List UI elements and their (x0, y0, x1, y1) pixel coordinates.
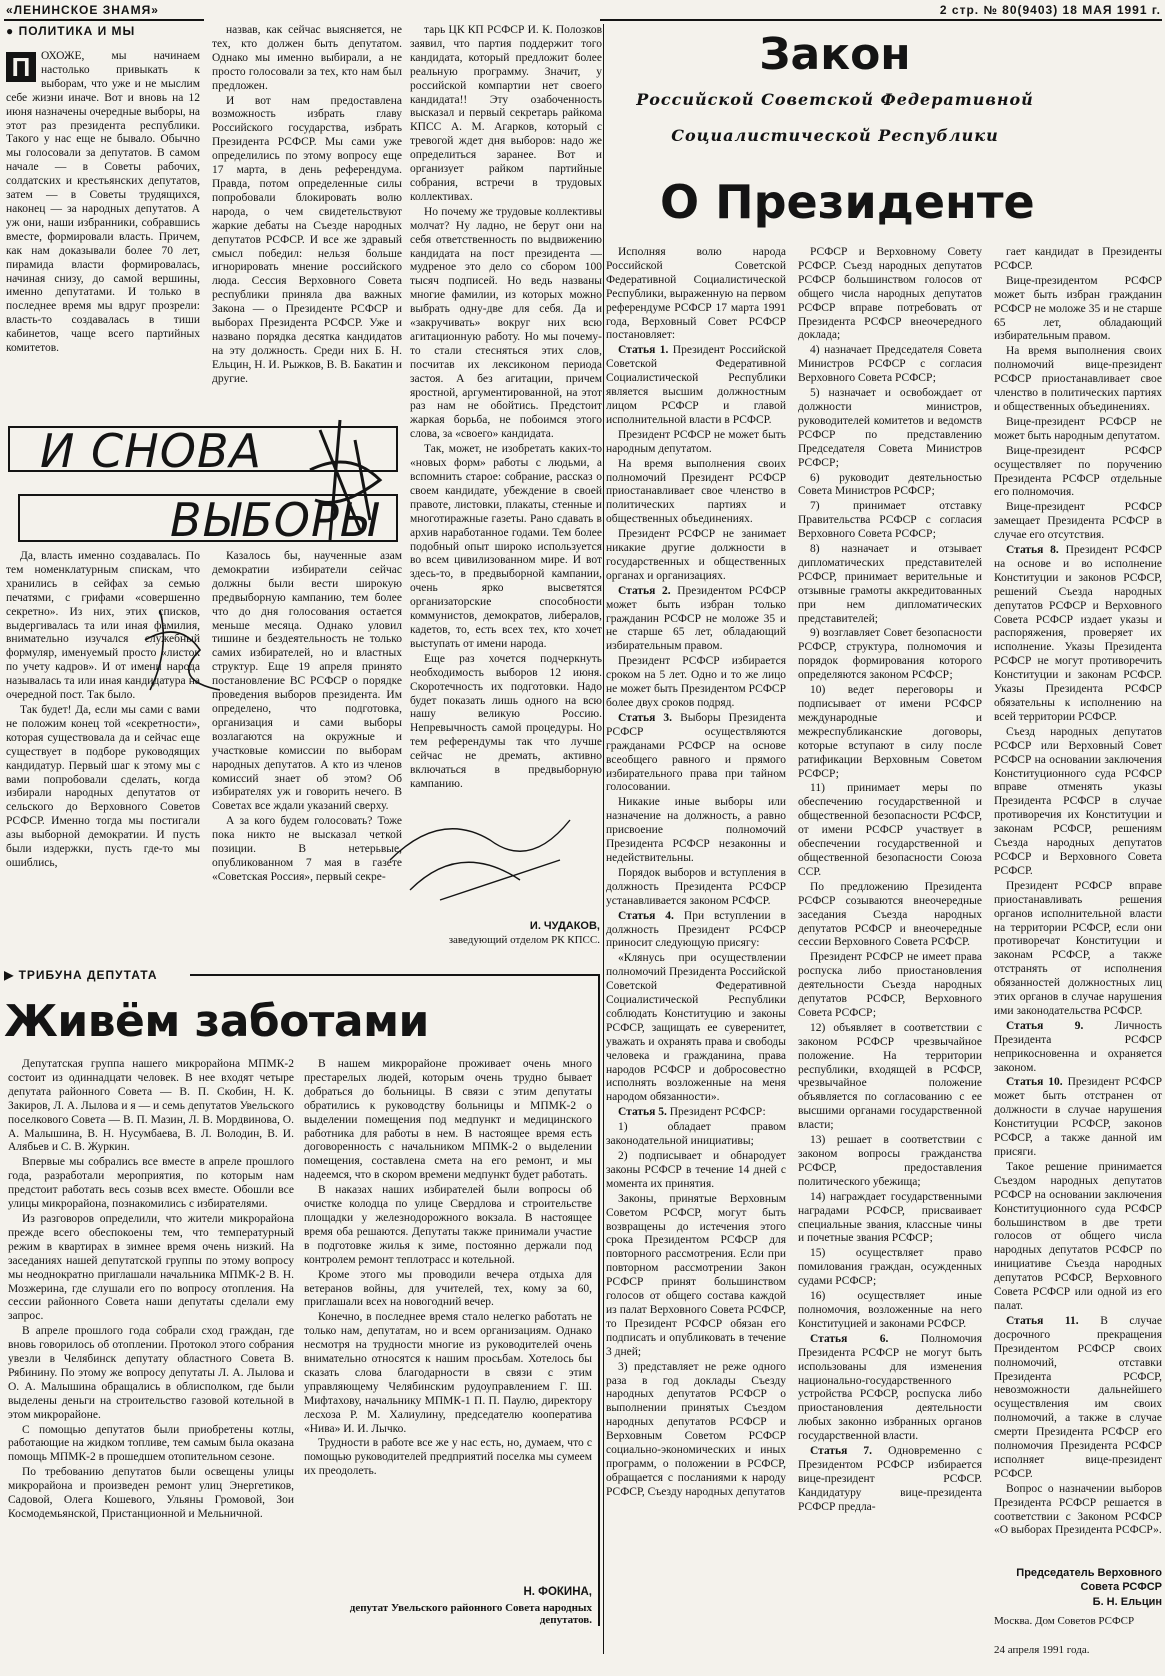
law-paragraph: Президент РСФСР не имеет права роспуска либо приостановления деятельности Съезда народных депутатов РСФСР, Верховного Совета РСФСР; (798, 951, 982, 1019)
article1-col2-cont (212, 550, 402, 964)
rubric-politics-label: ПОЛИТИКА И МЫ (18, 24, 136, 38)
article2-col1c: Из разговоров определили, что жители микрорайона прежде всего обеспокоены тем, что температурный режим в квартирах в зимнее время очень низкий. На заседаниях нашей депутатской группы по этому вопросу мы неоднократно приглашали начальника МПМК-2 В. Н. Мозжерина, где слушали его по вопросу отопления. На сессии районного Совета наши депутаты сделали ему запрос. (8, 1212, 294, 1323)
law-paragraph: 10) ведет переговоры и подписывает от имени РСФСР международные и межреспубликанские договоры, которые вступают в силу после ратификации Верховным Советом РСФСР; (798, 684, 982, 780)
masthead-rule-left (4, 19, 204, 21)
law-col1 (606, 246, 786, 1656)
article1-col2d: А за кого будем голосовать? Тоже пока никто не высказал четкой позиции. В нетерьвые, опубликованном 7 мая в газете «Советская Россия», первый секре- (212, 815, 402, 883)
law-paragraph: гает кандидат в Президенты РСФСР. (994, 246, 1162, 272)
law-col2 (798, 246, 982, 1656)
law-paragraph: Вице-президентом РСФСР может быть избран гражданин РСФСР не моложе 35 и не старше 65 лет, обладающий избирательным правом. (994, 274, 1162, 343)
law-paragraph: Президент РСФСР не занимает никакие другие должности в государственных и общественных органах и организациях. (606, 528, 786, 582)
law-paragraph: Вице-президент РСФСР осуществляет по поручению Президента РСФСР отдельные его полномочия. (994, 444, 1162, 499)
drop-cap: П (6, 52, 36, 82)
article1-col3c: Так, может, не изобретать каких-то «новых форм» работы с людьми, а вспомнить старое: собрание, рассказ о своем кандидате, убеждение в своей правоте, листовки, плакаты, стенные и многотиражные газеты. Рано сдавать в архив наработанное годами. Тем более подобный опыт широко используется во всем цивилизованном мире. И вот здесь-то, в предвыборной кампании, очень ярко высветятся организаторские способности коммунистов, демократов, либералов, кадетов, то, есть всех тех, кто хочет выступать от имени народа. (410, 443, 602, 650)
law-paragraph: Статья 8. Президент РСФСР на основе и во исполнение Конституции и законов РСФСР, решений Съезда народных депутатов РСФСР и Верховного Совета РСФСР издает указы и распоряжения, проверяет их исполнение. Указы Президента РСФСР не могут противоречить Конституции и законам РСФСР. Указы Президента РСФСР обязательны к исполнению на всей территории РСФСР. (994, 544, 1162, 723)
tribune-box-right-rule (598, 974, 600, 1626)
law-subtitle-line2: Социалистической Республики (671, 126, 999, 145)
article1-col2a: назвав, как сейчас выясняется, не тех, кто должен быть депутатом. Однако мы именно выбирали, а не просто голосовали за тех, кто нам был предложен. (212, 24, 402, 92)
paper-name: «ЛЕНИНСКОЕ ЗНАМЯ» (6, 3, 159, 17)
law-col2-list (798, 246, 982, 1515)
law-paragraph: 7) принимает отставку Правительства РСФСР с согласия Верховного Совета РСФСР; (798, 500, 982, 541)
pen-scribble-mark-2 (140, 600, 230, 700)
rubric-politics: ● ПОЛИТИКА И МЫ (6, 24, 136, 38)
article1-col3d: Еще раз хочется подчеркнуть необходимость выборов 12 июня. Скоротечность их подготовки. Надо будет показать лишь одного на всю нашу великую Россию. Непревычность самой процедуры. Но тем референдумы так что лучше сейчас не дремать, активно включаться в предвыборную кампанию. (410, 652, 602, 790)
article1-title-line1: И СНОВА (8, 426, 398, 472)
article2-col1b: Впервые мы собрались все вместе в апреле прошлого года, разработали мероприятия, по которым нам предстоит работать весь созыв всех вместе. Обошли все улицы микрорайона, познакомились с избирателями. (8, 1156, 294, 1211)
law-paragraph: Статья 4. При вступлении в должность Президент РСФСР приносит следующую присягу: (606, 909, 786, 950)
law-paragraph: 2) подписывает и обнародует законы РСФСР в течение 14 дней с момента их принятия. (606, 1150, 786, 1190)
law-col3 (994, 246, 1162, 1562)
law-col3-list (994, 246, 1162, 1538)
article2-col2c: Кроме этого мы проводили вечера отдыха для ветеранов войны, для учителей, тех, кому за 60, приглашали всех на новогодний вечер. (304, 1268, 592, 1309)
law-paragraph: Законы, принятые Верховным Советом РСФСР, могут быть возвращены до истечения этого срока Президентом РСФСР для повторного рассмотрения. Если при повторном рассмотрении Закон РСФСР принят большинством голосов от общего состава каждой из палат Верховного Совета РСФСР, то Президент РСФСР обязан его подписать и опубликовать в течение 3 дней; (606, 1192, 786, 1358)
law-title: Закон (759, 29, 911, 80)
law-signer-name: Б. Н. Ельцин (1092, 1596, 1162, 1608)
masthead-rule-right (600, 19, 1162, 21)
article1-signature: И. ЧУДАКОВ, (529, 920, 600, 932)
law-paragraph: 13) решает в соответствии с законом вопросы гражданства РСФСР, предоставления политического убежища; (798, 1134, 982, 1188)
article1-col3 (410, 24, 602, 908)
article2-signature-role: депутат Увельского районного Совета народных депутатов. (349, 1602, 592, 1626)
page-info: 2 стр. № 80(9403) 18 МАЯ 1991 г. (939, 3, 1161, 17)
law-paragraph: 16) осуществляет иные полномочия, возложенные на него Конституцией и законами РСФСР. (798, 1290, 982, 1330)
law-paragraph: Статья 10. Президент РСФСР может быть отстранен от должности в случае нарушения Конституции РСФСР, законов РСФСР, а также данной им присяги. (994, 1076, 1162, 1158)
column-separator (603, 24, 604, 1654)
law-paragraph: Статья 11. В случае досрочного прекращения Президентом РСФСР своих полномочий, отставки Президента РСФСР, невозможности дальнейшего осуществления им своих полномочий, а также в случае смерти Президента РСФСР его полномочия Президента РСФСР исполняет вице-президент РСФСР. (994, 1314, 1162, 1480)
law-subtitle-line1: Российской Советской Федеративной (636, 90, 1034, 109)
law-paragraph: 4) назначает Председателя Совета Министров РСФСР с согласия Верховного Совета РСФСР; (798, 344, 982, 385)
law-paragraph: 3) представляет не реже одного раза в год доклады Съезду народных депутатов РСФСР о выполнении принятых Съездом народных депутатов РСФСР и Верховным Советом РСФСР социально-экономических и иных программ, о положении в РСФСР, обращается с посланиями к народу РСФСР, Съезду народных депутатов (606, 1360, 786, 1498)
article1-col3a: тарь ЦК КП РСФСР И. К. Полозков заявил, что партия поддержит того кандидата, который предложит более реальную программу. Значит, у российской компартии нет своего кандидата!! Эту озабоченность высказал и первый секретарь райкома КПСС А. М. Агарков, который с тревогой ждет дня выборов: надо же определиться заранее. Вот и организует райком партийные собрания, встречи в трудовых коллективах. (410, 24, 602, 203)
article1-col3b: Но почему же трудовые коллективы молчат? Ну ладно, не берут они на себя ответственность по выдвижению кандидата на пост президента — мудреное это дело со сбором 100 тысяч подписей. Но ведь названы многие фамилии, из которых можно выбрать одну-две для себя. Да и «закручивать» вокруг них всю агитационную работу. Но мы почему-то стали стесняться этих слов, посчитав их лексиконом периода застоя. А без агитации, причем яростной, аргументированной, на этот раз нам не обойтись. Предстоит жаркая борьба, не побоимся этого слова, за «своего» кандидата. (410, 205, 602, 441)
article2-headline: Живём заботами (4, 996, 429, 1047)
law-signer-title: Председатель Верховного Совета РСФСР (1016, 1567, 1162, 1593)
law-paragraph: Статья 6. Полномочия Президента РСФСР не могут быть использованы для изменения национально-государственного устройства РСФСР, роспуска либо приостановления деятельности любых законно избранных органов государственной власти. (798, 1332, 982, 1443)
law-col1-list (606, 246, 786, 1500)
law-paragraph: Вице-президент РСФСР не может быть народным депутатом. (994, 415, 1162, 442)
article2-col2e: Трудности в работе все же у нас есть, но, думаем, что с помощью руководителей предприятий поселка мы сумеем их преодолеть. (304, 1437, 592, 1478)
article2-col2 (304, 1058, 592, 1578)
law-paragraph: 12) объявляет в соответствии с законом РСФСР чрезвычайное положение. На территории республики, входящей в РСФСР, чрезвычайное положение объявляется по согласованию с ее высшими органами государственной власти; (798, 1021, 982, 1132)
law-paragraph: На время выполнения своих полномочий Президент РСФСР приостанавливает свое членство в политических партиях и общественных объединениях. (606, 457, 786, 526)
article2-col2d: Конечно, в последнее время стало нелегко работать не только нам, депутатам, но и всем организациям. Однако несмотря на трудности многие из руководителей очень внимательно относятся к нашим просьбам. Хотелось бы сказать слова благодарности в связи с этим управляющему Челябинским рудоуправлением Г. Ш. Мифтахову, начальнику МПМК-1 П. П. Паулю, директору лесхоза Р. М. Халиулину, председателю кооператива «Нива» И. И. Лычко. (304, 1311, 592, 1435)
law-date: 24 апреля 1991 года. (994, 1644, 1090, 1656)
law-paragraph: Президент РСФСР не может быть народным депутатом. (606, 428, 786, 455)
law-paragraph: 1) обладает правом законодательной инициативы; (606, 1121, 786, 1148)
article2-col2b: В наказах наших избирателей были вопросы об очистке колодца по улице Свердлова и строительстве площадки у железнодорожного вокзала. В настоящее время оба решаются. Депутаты также принимали участие в подготовке жилья к зиме, постоянно держали под контролем ремонт теплотрасс и котельной. (304, 1184, 592, 1266)
article2-col1e: С помощью депутатов были приобретены котлы, работающие на жидком топливе, тем самым была оказана помощь МПМК-2 в прошедшем отопительном сезоне. (8, 1423, 294, 1464)
law-paragraph: 5) назначает и освобождает от должности министров, руководителей комитетов и ведомств РСФСР по представлению Председателя Совета Министров РСФСР; (798, 387, 982, 469)
article2-col1d: В апреле прошлого года собрали сход граждан, где вновь говорилось об отоплении. Протокол этого собрания увезли в Челябинск депутату областного Совета В. Рябинину. По этому же вопросу депутаты Л. А. Лылова и О. А. Малышина обращались в облисполком, где были выделены деньги на строительство газовой котельной в этом микрорайоне. (8, 1325, 294, 1421)
law-paragraph: Никакие иные выборы или назначение на должность, а равно присвоение полномочий Президента РСФСР незаконны и недействительны. (606, 796, 786, 864)
law-paragraph: РСФСР и Верховному Совету РСФСР. Съезд народных депутатов РСФСР большинством голосов от общего числа народных депутатов РСФСР вправе потребовать от Президента РСФСР внеочередного доклада; (798, 246, 982, 342)
rubric-tribune: ▶ ТРИБУНА ДЕПУТАТА (4, 968, 158, 982)
law-paragraph: Статья 3. Выборы Президента РСФСР осуществляются гражданами РСФСР на основе всеобщего равного и прямого избирательного права при тайном голосовании. (606, 711, 786, 794)
law-paragraph: Исполняя волю народа Российской Советской Федеративной Социалистической Республики, выраженную на первом референдуме РСФСР 17 марта 1991 года, Верховный Совет РСФСР постановляет: (606, 246, 786, 342)
law-paragraph: Статья 2. Президентом РСФСР может быть избран только гражданин РСФСР не моложе 35 и не старше 65 лет, обладающий избирательным правом. (606, 584, 786, 653)
article1-col2c: Казалось бы, наученные азам демократии избиратели сейчас должны были вести широкую предвыборную кампанию, тем более что до дня голосования остается меньше месяца. Однако уловил тишине и бездеятельность не только самих избирателей, но и властных структур. Еще 19 апреля принято постановление ВС РСФСР о порядке проведения выборов президента. Им определено, что подготовка, организация и сами выборы возлагаются на окружные и участковые комиссии по выборам народных депутатов. А кто из членов комиссий знает об этом? Об избирателях уж и говорить нечего. В Советах все ждали указаний сверху. (212, 550, 402, 813)
article2-col1f: По требованию депутатов были освещены улицы микрорайона и произведен ремонт улиц Энергетиков, Садовой, Олега Кошевого, Ульяны Громовой, Зои Космодемьянской, Пристанционной и Мельничной. (8, 1466, 294, 1520)
law-paragraph: 8) назначает и отзывает дипломатических представителей РСФСР, принимает верительные и отзывные грамоты аккредитованных при нем дипломатических представителей; (798, 543, 982, 625)
law-paragraph: 15) осуществляет право помилования граждан, осужденных судами РСФСР; (798, 1247, 982, 1288)
law-paragraph: Статья 7. Одновременно с Президентом РСФСР избирается вице-президент РСФСР. Кандидатуру вице-президента РСФСР предла- (798, 1445, 982, 1513)
rubric-tribune-label: ТРИБУНА ДЕПУТАТА (18, 968, 158, 982)
law-place: Москва. Дом Советов РСФСР (994, 1615, 1135, 1627)
article1-col1 (6, 50, 200, 420)
law-paragraph: Статья 1. Президент Российской Советской Федеративной Социалистической Республики является высшим должностным лицом РСФСР и главой исполнительной власти в РСФСР. (606, 344, 786, 426)
article1-col1c: Так будет! Да, если мы сами с вами не положим конец той «секретности», которая существовала да и сейчас еще существует в подборе руководящих кандидатур. Первый шаг к этому мы с вами попробовали сделать, когда избирали народных депутатов от сельского до Верховного Советов РСФСР. Именно тогда мы постигали азы выборной демократии. И пусть были издержки, пусть где-то мы ошиблись, (6, 703, 200, 869)
law-paragraph: Статья 9. Личность Президента РСФСР неприкосновенна и охраняется законом. (994, 1019, 1162, 1074)
pen-scribble-mark-3 (380, 800, 580, 910)
tribune-rule (190, 974, 600, 976)
law-paragraph: Статья 5. Президент РСФСР: (618, 1106, 766, 1119)
law-paragraph: На время выполнения своих полномочий вице-президент РСФСР приостанавливает свое членство в политических партиях и общественных объединениях. (994, 345, 1162, 413)
article2-col1 (8, 1058, 294, 1658)
law-paragraph: Президент РСФСР вправе приостанавливать решения органов исполнительной власти на территории РСФСР, если они противоречат Конституции и законам РСФСР, а также отстранять от исполнения обязанностей должностных лиц этих органов в случае нарушения ими законодательства РСФСР. (994, 879, 1162, 1017)
law-paragraph: Вице-президент РСФСР замещает Президента РСФСР в случае его отсутствия. (994, 501, 1162, 542)
article2-col2a: В нашем микрорайоне проживает очень много престарелых людей, которым очень трудно бывает добраться до больницы. В связи с этим депутаты обратились к руководству больницы и МПМК-2 о выделении помещения под медпункт и медицинского работника для работы в нем. В настоящее время есть договоренность с начальником МПМК-2 о выделении помещения, составлена смета на его ремонт, и мы надеемся, что в скором времени медпункт будет работать. (304, 1058, 592, 1182)
law-paragraph: «Клянусь при осуществлении полномочий Президента Российской Советской Федеративной Социалистической Республики соблюдать Конституцию и законы РСФСР, защищать ее суверенитет, уважать и охранять права и свободы человека и гражданина, права народов РСФСР и добросовестно исполнять возложенные на меня народом обязанности». (606, 952, 786, 1104)
article1-col2 (212, 24, 402, 420)
law-paragraph: 9) возглавляет Совет безопасности РСФСР, структура, полномочия и порядок формирования которого определяются законом РСФСР; (798, 627, 982, 682)
law-paragraph: Президент РСФСР избирается сроком на 5 лет. Одно и то же лицо не может быть Президентом РСФСР более двух сроков подряд. (606, 655, 786, 709)
article1-col1b: Да, власть именно создавалась. По тем номенклатурным спискам, что хранились в сейфах за семью печатями, с грифами «совершенно секретно». Из них, этих списков, выдергивалась та или иная фамилия, внимательно изучался служебный формуляр, именуемый просто «листок по учету кадров». И от имени народа называлась та или иная кандидатура на очередной пост. Так было. (6, 550, 200, 702)
article2-col1a: Депутатская группа нашего микрорайона МПМК-2 состоит из одиннадцати человек. В нее входят четыре депутата районного Совета — В. П. Скобин, Н. К. Закиров, Л. А. Лылова и я — и семь депутатов Увельского поселкового Совета — В. П. Мазин, Л. В. Мордвинова, О. А. Малышина, В. Н. Нусумбаева, В. Л. Володин, В. И. Алябьев и С. В. Журкин. (8, 1058, 294, 1154)
law-paragraph: Порядок выборов и вступления в должность Президента РСФСР устанавливается законом РСФСР. (606, 866, 786, 907)
law-paragraph: Вопрос о назначении выборов Президента РСФСР решается в соответствии с Законом РСФСР «О выборах Президента РСФСР». (994, 1482, 1162, 1537)
law-paragraph: Такое решение принимается Съездом народных депутатов РСФСР на основании заключения Конституционного суда РСФСР большинством в две трети голосов от общего числа народных депутатов РСФСР по инициативе Съезда народных депутатов РСФСР, Верховного Совета РСФСР или одной из его палат. (994, 1160, 1162, 1312)
article1-col2b: И вот нам предоставлена возможность избрать главу Российского государства, избрать Президента РСФСР. Мы сами уже определились по этому вопросу еще 17 марта, в день референдума. Правда, потом определенные силы попробовали блокировать волю народа, о чем свидетельствуют жаркие дебаты на Съезде народных депутатов РСФСР. И все же здравый смысл победил: нельзя больше игнорировать мнение российского люда. Сессия Верховного Совета республики приняла два важных Закона — о Президенте РСФСР и выборах Президента РСФСР. Уже и названо порядка десятка кандидатов на эту должность. Среди них Б. Н. Ельцин, Н. И. Рыжков, В. В. Бакатин и другие. (212, 94, 402, 385)
article1-signature-role: заведующий отделом РК КПСС. (448, 934, 600, 946)
pen-scribble-mark (300, 410, 390, 550)
article1-col1-text: ОХОЖЕ, мы начинаем настолько привыкать к выборам, что уже и не мыслим себе жизни иначе. Вот и вновь на 12 июня назначены очередные выборы, на этот раз президента республики. Такого у нас еще не бывало. Обычно мы голосовали за депутатов. В самом начале — в Советы рабочих, солдатских и крестьянских депутатов, затем — в Советы трудящихся, наконец — за народных депутатов. А уж они, наши избранники, собравшись вместе, формировали власть. Причем, как нам доказывали более 70 лет, пирамида власти формировалась, начиная снизу, до самой вершины, именно депутатами. И только в последнее время мы вдруг прозрели: власть-то создавалась в тиши кабинетов, чаще всего партийных комитетов. (6, 50, 200, 355)
law-paragraph: 14) награждает государственными наградами РСФСР, присваивает специальные звания, классные чины и почетные звания РСФСР; (798, 1190, 982, 1245)
law-paragraph: Съезд народных депутатов РСФСР или Верховный Совет РСФСР на основании заключения Конституционного суда РСФСР вправе отменять указы Президента РСФСР в случае противоречия их Конституции и законам РСФСР, решениям Съезда народных депутатов РСФСР и Верховного Совета РСФСР. (994, 725, 1162, 877)
article2-signature: Н. ФОКИНА, (523, 1586, 592, 1598)
law-paragraph: 11) принимает меры по обеспечению государственной и общественной безопасности РСФСР, от имени РСФСР участвует в обеспечении государственной и общественной безопасности Союза ССР. (798, 782, 982, 878)
law-paragraph: 6) руководит деятельностью Совета Министров РСФСР; (798, 471, 982, 498)
law-paragraph: По предложению Президента РСФСР созываются внеочередные заседания Съезда народных депутатов РСФСР и внеочередные сессии Верховного Совета РСФСР. (798, 880, 982, 949)
article1-title-line2: ВЫБОРЫ (18, 494, 398, 542)
law-headline: О Президенте (660, 175, 1035, 229)
